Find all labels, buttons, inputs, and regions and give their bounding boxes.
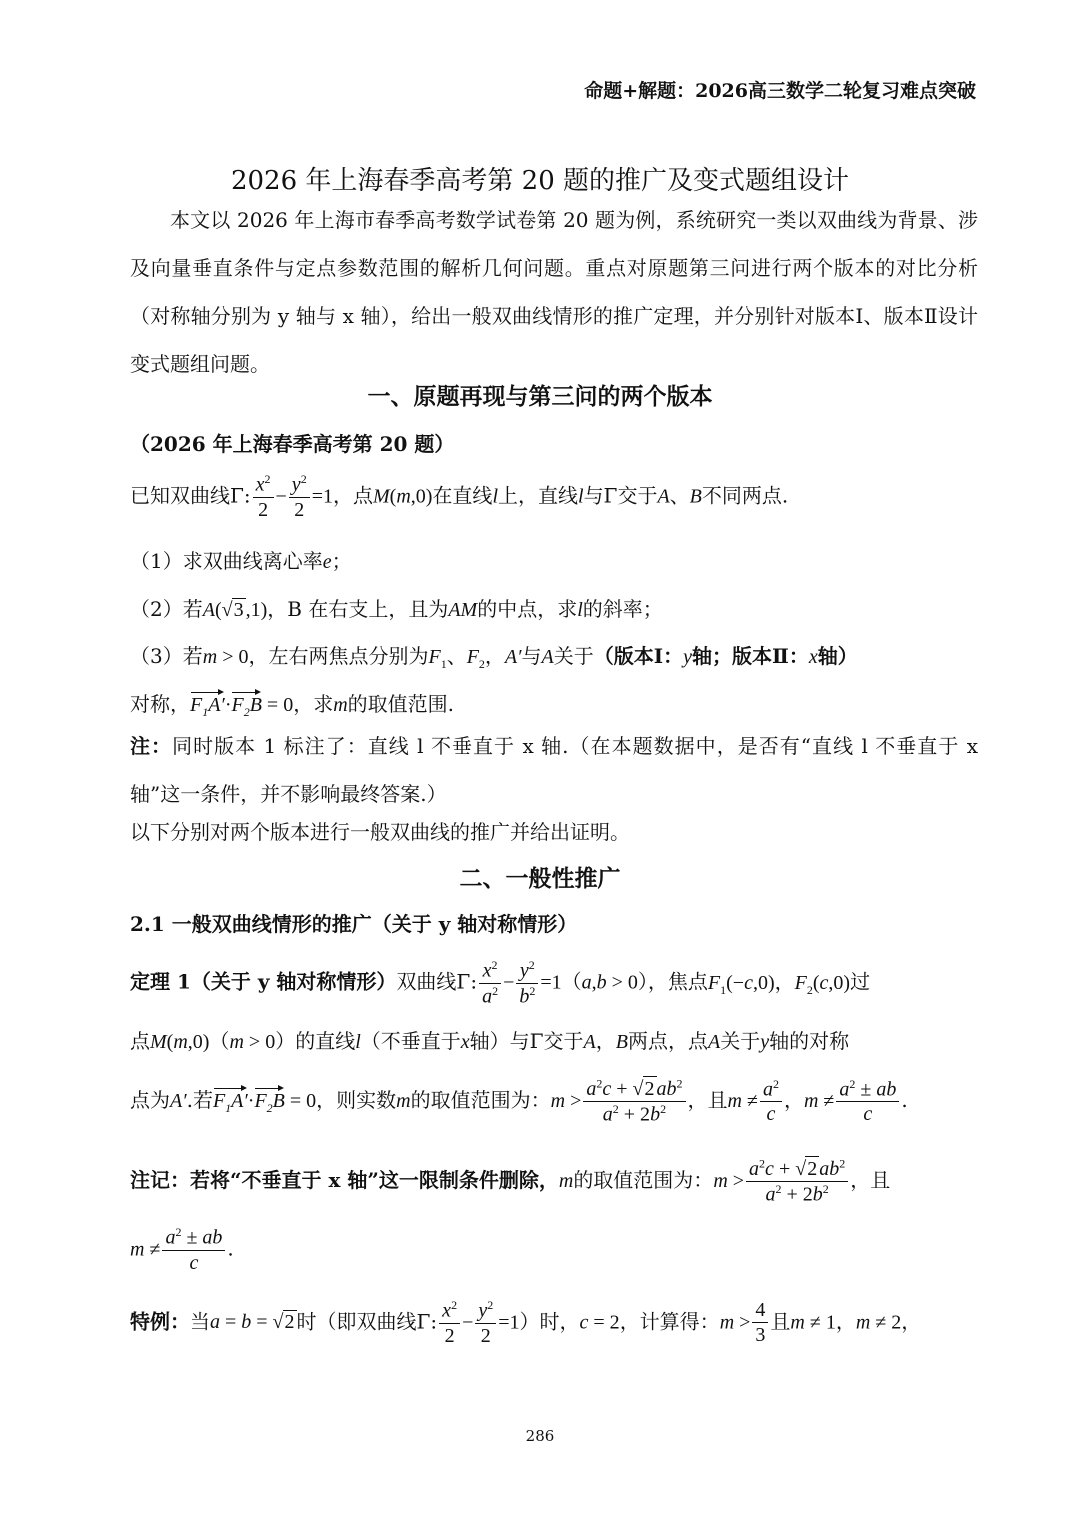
theorem-1-line-3: 点为A′.若$F_1A'\cdot F_2B = 0$，则实数m的取值范围为：m > $\frac{a^2c + √2 ab^2}{a^2 + 2b^2}$ ，且m ≠ $\frac{a^2}{c}$ ，m ≠ $\frac{a^2 \pm ab}{c}$ . xyxy=(130,1076,908,1126)
question-2: （2）若A(√3 ,1)，B 在右支上，且为AM的中点，求l的斜率； xyxy=(130,597,663,621)
theorem-1-line-1: 定理 1（关于 y 轴对称情形）双曲线Γ: $\frac{x^2}{a^2}$ − $\frac{y^2}{b^2}$ =1（a,b > 0），焦点$F_1(-c,0)$，$F_2(c,0)$过 xyxy=(130,958,871,1008)
theorem-1-line-2: 点M(m,0)（m > 0）的直线l（不垂直于x轴）与Γ交于A，B两点，点A关于y轴的对称 xyxy=(130,1029,850,1053)
transition-line: 以下分别对两个版本进行一般双曲线的推广并给出证明。 xyxy=(130,820,630,844)
note-paragraph: 注：同时版本 1 标注了：直线 l 不垂直于 x 轴.（在本题数据中，是否有“直线 l 不垂直于 x 轴”这一条件，并不影响最终答案.） xyxy=(130,734,979,806)
paper-title: 2026 年上海春季高考第 20 题的推广及变式题组设计 xyxy=(230,166,850,196)
special-case-line: 特例：当a = b = √2 时（即双曲线Γ: $\frac{x^2}{2}$ − $\frac{y^2}{2}$ =1）时，c = 2，计算得：m > $\frac{4}{3}$ 且m ≠ 1，m ≠ 2， xyxy=(130,1298,922,1347)
question-1: （1）求双曲线离心率e； xyxy=(130,549,352,573)
page-number: 286 xyxy=(525,1427,555,1445)
problem-stem: 已知双曲线Γ: $\frac{x^2}{2}$ − $\frac{y^2}{2}$ =1，点M(m,0)在直线l上，直线l与Γ交于A、B不同两点. xyxy=(130,472,789,521)
remark-line-2: m ≠ $\frac{a^2 \pm ab}{c}$ . xyxy=(130,1225,234,1274)
question-3-continued: 对称，$F_1A'\cdot F_2B = 0$，求m的取值范围. xyxy=(130,692,455,719)
section-1-heading: 一、原题再现与第三问的两个版本 xyxy=(367,383,713,410)
question-3: （3）若m > 0，左右两焦点分别为$F_1$、$F_2$，A′与A关于（版本Ⅰ：y轴；版本Ⅱ：x轴） xyxy=(130,644,858,671)
running-header: 命题+解题：2026高三数学二轮复习难点突破 xyxy=(584,80,976,102)
section-2-heading: 二、一般性推广 xyxy=(459,865,621,892)
remark-line-1: 注记：若将“不垂直于 x 轴”这一限制条件删除，m的取值范围为：m > $\frac{a^2c + √2 ab^2}{a^2 + 2b^2}$ ，且 xyxy=(130,1156,891,1206)
problem-source: （2026 年上海春季高考第 20 题） xyxy=(130,432,455,456)
intro-paragraph: 本文以 2026 年上海市春季高考数学试卷第 20 题为例，系统研究一类以双曲线为背景、涉及向量垂直条件与定点参数范围的解析几何问题。重点对原题第三问进行两个版本的对比分析（对称轴分别为 y 轴与 x 轴），给出一般双曲线情形的推广定理，并分别针对版本Ⅰ、版本Ⅱ设计变式题组问题。 xyxy=(130,208,978,376)
subsection-2-1-heading: 2.1 一般双曲线情形的推广（关于 y 轴对称情形） xyxy=(130,912,578,936)
